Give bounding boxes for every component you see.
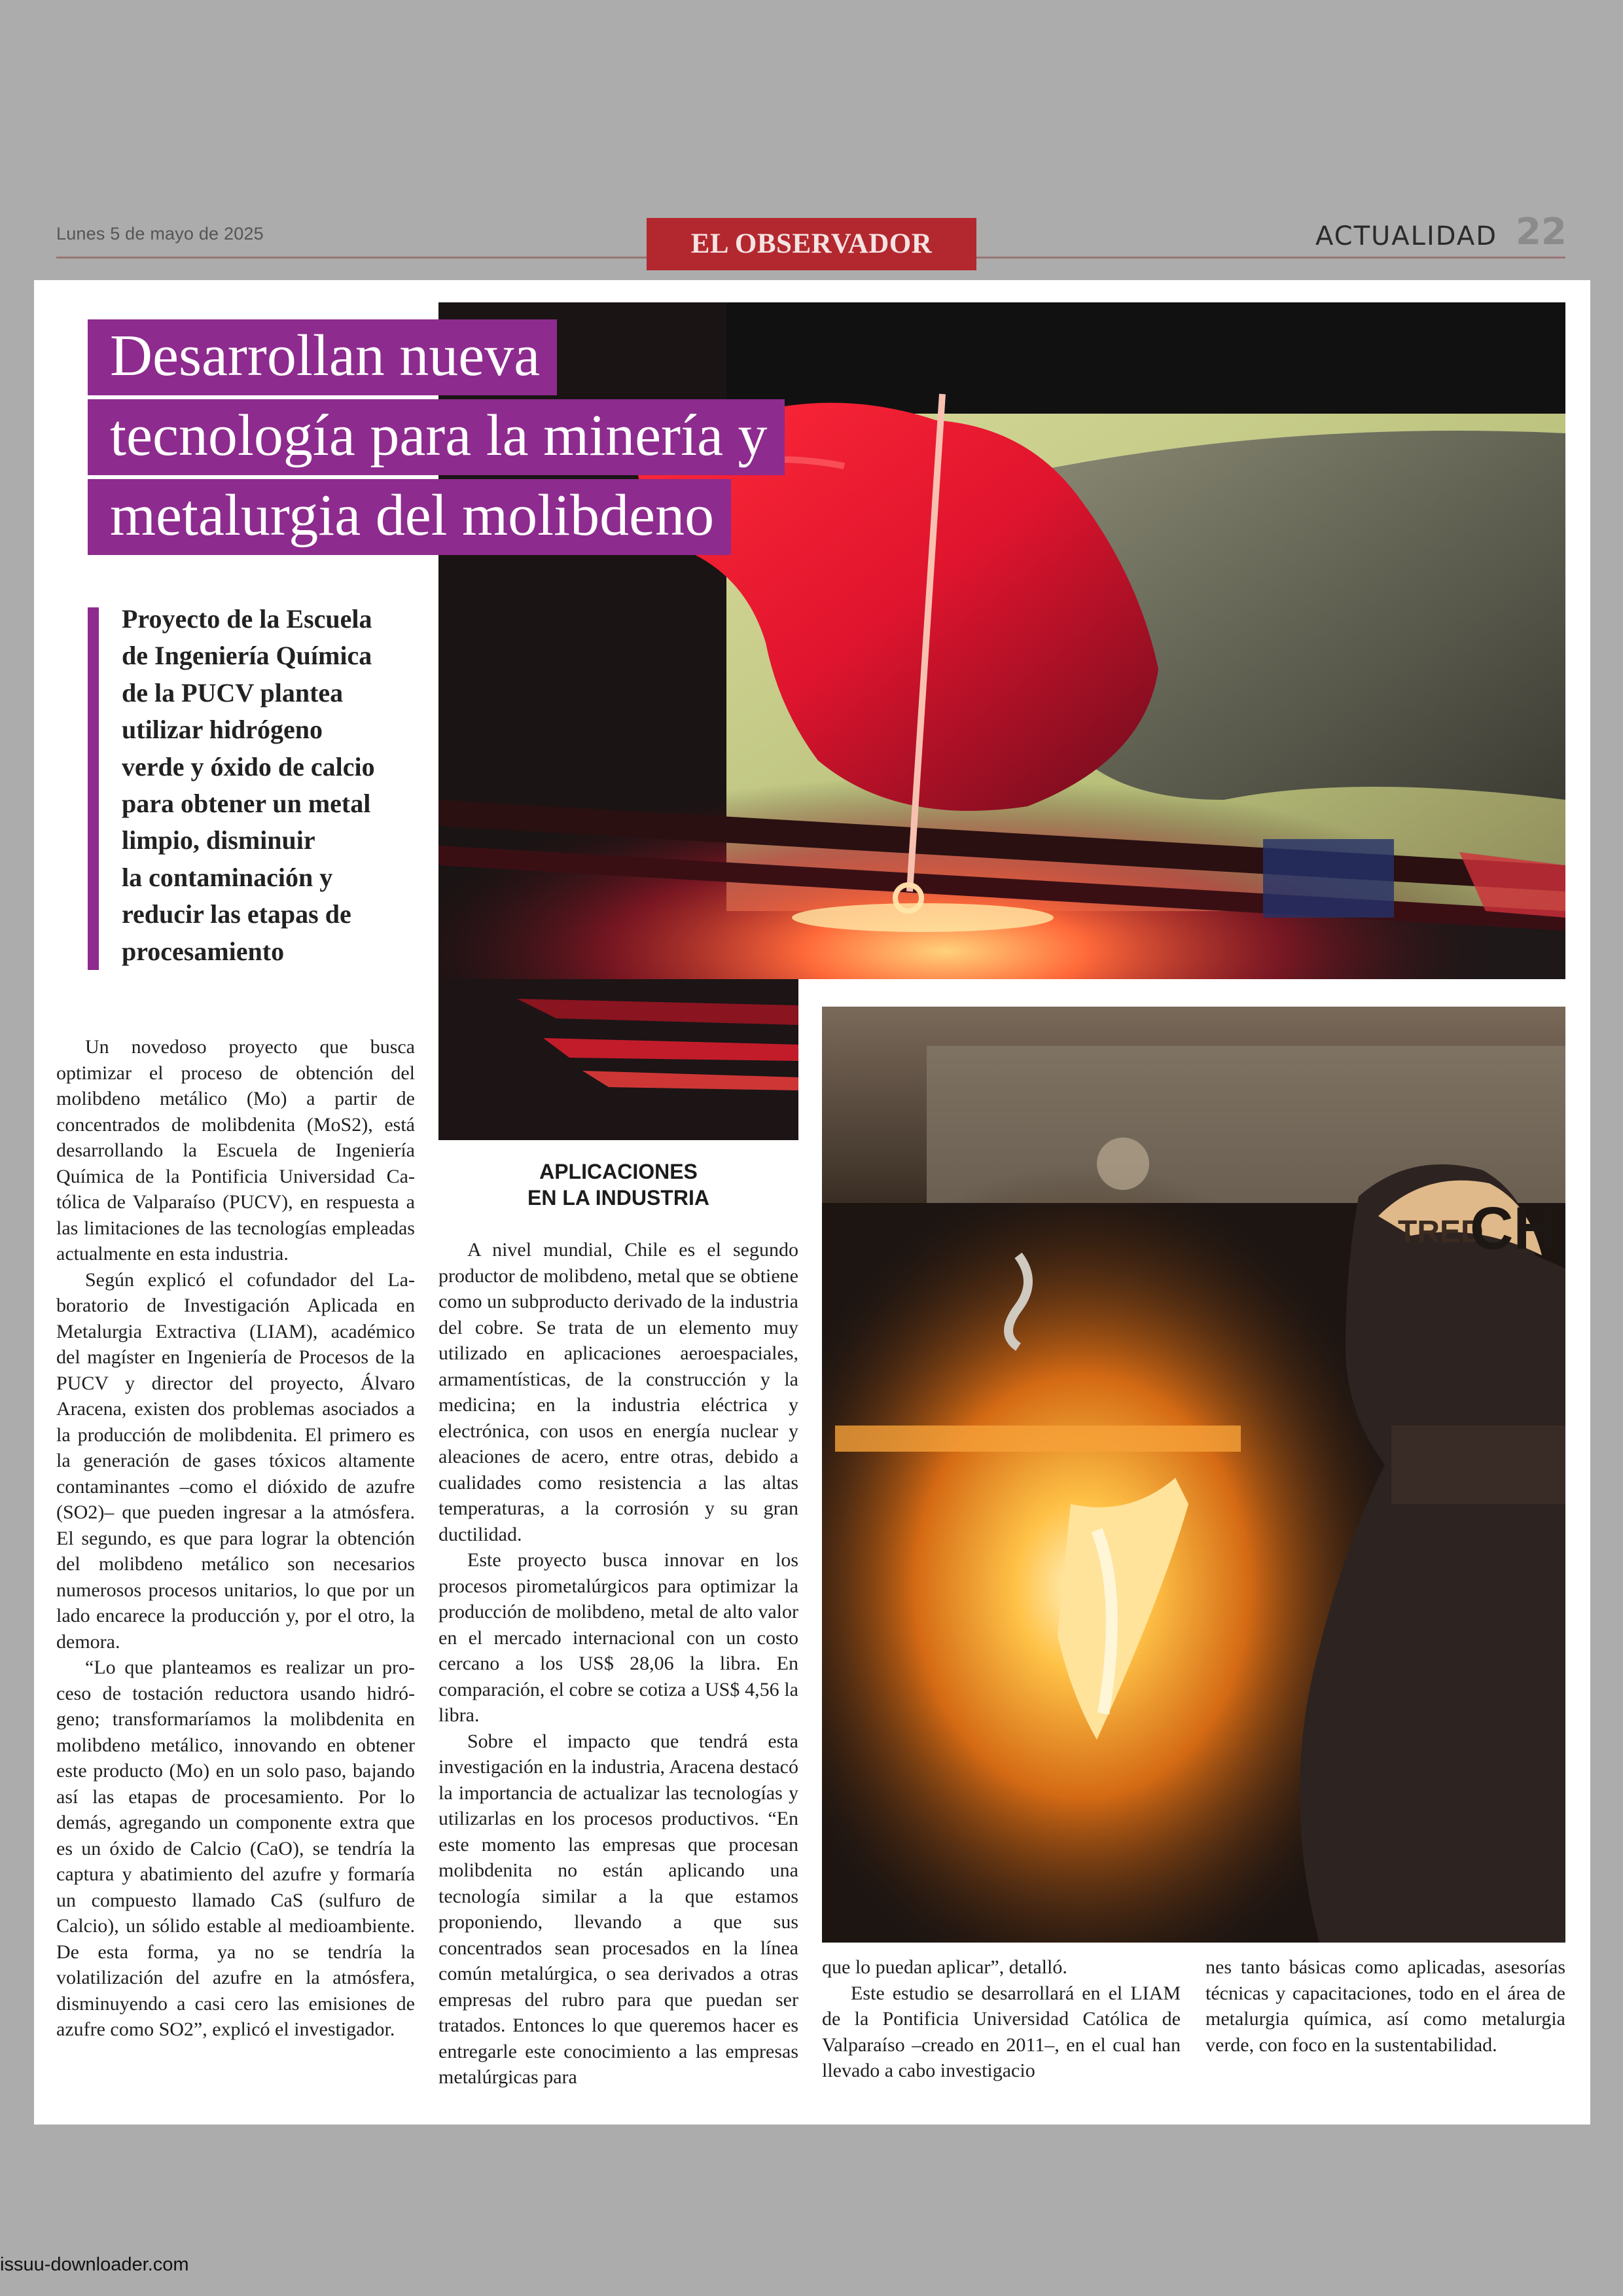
photo-glove-lower-extension bbox=[438, 979, 798, 1140]
downloader-watermark: issuu-downloader.com bbox=[0, 2254, 189, 2275]
body-paragraph: Según explicó el cofundador del Laboratorio de Investigación Aplicada en Metalurgia Extractiva (LIAM), académico del magíster en Ingeniería de Procesos de la PUCV y director del proyecto, Álvaro Aracena, existen dos problemas asociados a la producción de molibdenita. El primero es la generación de gases tóxicos altamente contaminantes –como el dióxido de azufre (SO2)– que pueden ingresar a la atmósfera. El segundo, es que para lograr la obtención del molibdeno metálico son necesarios numerosos procesos unitarios, lo que por un lado encarece la producción y, por el otro, la demora. bbox=[56, 1268, 415, 1653]
body-paragraph: A nivel mundial, Chile es el segundo productor de molibdeno, metal que se obtiene como un subproducto derivado de la industria del cobre. Se trata de un elemento muy utilizado en aplicaciones aeroespaciales, armamentísticas, de la construcción y la medicina; en la industria eléctrica y electrónica, con usos en energía nuclear y aleaciones de acero, entre otras, debido a cualidades como resistencia a las altas temperaturas, a la corrosión y su gran ductilidad. bbox=[438, 1239, 798, 1545]
masthead-logo: EL OBSERVADOR bbox=[647, 218, 976, 270]
deck-line: reducir las etapas de bbox=[122, 899, 351, 929]
body-paragraph: nes tanto básicas como aplicadas, asesorías técnicas y capacitaciones, todo en el área de metalurgia química, así como metalurgia verde, con foco en la sustentabilidad. bbox=[1205, 1956, 1565, 2056]
deck-line: procesamiento bbox=[122, 936, 285, 966]
deck-line: la contaminación y bbox=[122, 862, 333, 892]
body-column-3 bbox=[822, 1954, 1181, 2084]
headline-line-1: Desarrollan nueva bbox=[88, 319, 557, 395]
helmet-label-large: CH bbox=[1470, 1195, 1557, 1262]
page-number: 22 bbox=[1516, 211, 1567, 253]
body-column-1 bbox=[56, 1034, 415, 2043]
body-column-4 bbox=[1205, 1954, 1565, 2058]
deck-line: Proyecto de la Escuela bbox=[122, 604, 372, 634]
body-paragraph: Sobre el impacto que tendrá esta investigación en la industria, Aracena destacó la importancia de actualizar las tecnologías y utilizarlas en los procesos productivos. “En este momento las empresas que procesan molibdenita no están aplicando una tecnología similar a la que estamos proponiendo, llevando a que sus concentrados sean procesados en la línea común metalúrgica, o sea derivados a otras empresas del rubro para que puedan ser tratados. Entonces lo que queremos hacer es entregarle este conocimiento a las empresas metalúrgicas para bbox=[438, 1730, 798, 2088]
body-paragraph: “Lo que planteamos es realizar un proceso de tostación reductora usando hidrógeno; transformaríamos la molibdenita en molibdeno metálico, innovando en obtener este producto (Mo) en un solo paso, bajando así las etapas de procesamiento. Por lo demás, agregando un componente extra que es un óxido de Calcio (CaO), se tendría la captura y abatimiento del azufre y formaría un compuesto llamado CaS (sulfuro de Calcio), un sólido estable al medioambiente. De esta forma, ya no se tendría la volatilización del azufre en la atmósfera, disminuyendo a casi cero las emisiones de azufre como SO2”, explicó el investigador. bbox=[56, 1657, 415, 2040]
deck-line: de Ingeniería Química bbox=[122, 641, 372, 671]
article-deck bbox=[122, 601, 410, 970]
body-paragraph: que lo puedan aplicar”, detalló. bbox=[822, 1956, 1067, 1978]
photo-molten-metal-worker bbox=[822, 1007, 1565, 1943]
subhead-line: APLICACIONES bbox=[539, 1160, 698, 1183]
headline-block bbox=[88, 319, 785, 555]
deck-line: utilizar hidrógeno bbox=[122, 715, 323, 745]
headline-line-3: metalurgia del molibdeno bbox=[88, 479, 731, 555]
headline-line-2: tecnología para la minería y bbox=[88, 399, 785, 475]
subhead-applications bbox=[438, 1158, 798, 1211]
deck-accent-bar bbox=[88, 607, 99, 970]
body-paragraph: Este estudio se desarrollará en el LIAM de la Pontificia Universidad Católica de Valparaíso –creado en 2011–, en el cual han llevado a cabo investigacio bbox=[822, 1982, 1181, 2081]
deck-line: verde y óxido de calcio bbox=[122, 751, 375, 781]
subhead-line: EN LA INDUSTRIA bbox=[527, 1186, 709, 1210]
helmet-label-small: TRED bbox=[1398, 1215, 1484, 1249]
deck-line: de la PUCV plantea bbox=[122, 677, 344, 708]
body-paragraph: Este proyecto busca innovar en los procesos pirometalúrgicos para optimizar la producción de molibdeno, metal de alto valor en el mercado internacional con un costo cercano a los US$ 28,06 la libra. En comparación, el cobre se cotiza a US$ 4,56 la libra. bbox=[438, 1549, 798, 1726]
issue-date: Lunes 5 de mayo de 2025 bbox=[56, 224, 264, 243]
deck-line: limpio, disminuir bbox=[122, 825, 315, 855]
body-column-2 bbox=[438, 1237, 798, 2090]
deck-line: para obtener un metal bbox=[122, 789, 371, 819]
section-title: ACTUALIDAD bbox=[1315, 221, 1498, 251]
body-paragraph: Un novedoso proyecto que busca optimizar el proceso de obtención del molibdeno metálico (Mo) a partir de concentrados de molibdenita (MoS2), está desarrollando la Escuela de Ingeniería Química de la Pontificia Universidad Católica de Valparaíso (PUCV), en respuesta a las limitaciones de las tecnologías empleadas actualmente en esta industria. bbox=[56, 1036, 415, 1265]
